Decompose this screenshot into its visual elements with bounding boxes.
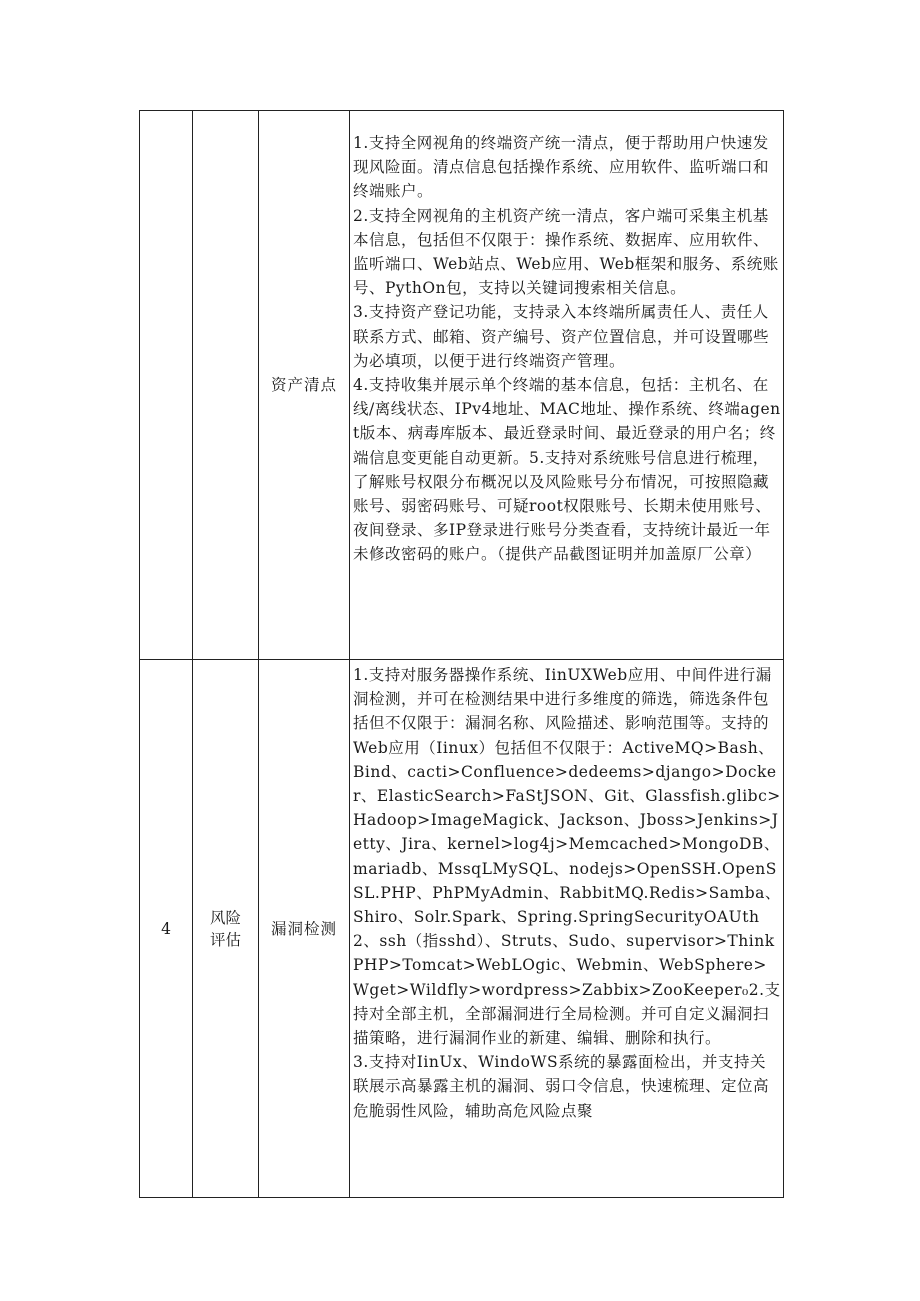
description-paragraph: 4.支持收集并展示单个终端的基本信息，包括：主机名、在线/离线状态、IPv4地址、MAC地址、操作系统、终端agent版本、病毒库版本、最近登录时间、最近登录的用户名；终端信息变更能自动更新。5.支持对系统账号信息进行梳理，了解账号权限分布概况以及风险账号分布情况，可按照隐藏账号、弱密码账号、可疑root权限账号、长期未使用账号、夜间登录、多IP登录进行账号分类查看，支持统计最近一年未修改密码的账户。（提供产品截图证明并加盖原厂公章）	[353, 376, 781, 564]
description-paragraph: 1.支持全网视角的终端资产统一清点，便于帮助用户快速发现风险面。清点信息包括操作系统、应用软件、监听端口和终端账户。	[353, 134, 770, 201]
category-label: 风险评估	[209, 908, 241, 949]
row-number-cell	[140, 660, 193, 1198]
category-cell	[193, 660, 259, 1198]
requirements-table	[139, 110, 784, 1198]
item-label: 漏洞检测	[270, 919, 337, 938]
description-paragraph: 2.支持全网视角的主机资产统一清点，客户端可采集主机基本信息，包括但不仅限于：操作系统、数据库、应用软件、监听端口、Web站点、Web应用、Web框架和服务、系统账号、PythOn包，支持以关键词搜索相关信息。	[353, 206, 779, 298]
description-cell	[350, 111, 784, 660]
item-cell	[259, 111, 350, 660]
description-paragraph: 1.支持对服务器操作系统、IinUXWeb应用、中间件进行漏洞检测，并可在检测结果中进行多维度的筛选，筛选条件包括但不仅限于：漏洞名称、风险描述、影响范围等。支持的Web应用（Iinux）包括但不仅限于：ActiveMQ>Bash、Bind、cacti>Confluence>dedeems>django>Docker、ElasticSearch>FaStJSON、Git、Glassfish.glibc>Hadoop>ImageMagick、Jackson、Jboss>Jenkins>Jetty、Jira、kernel>log4j>Memcached>MongoDB、mariadb、MssqLMySQL、nodejs>OpenSSH.OpenSSL.PHP、PhPMyAdmin、RabbitMQ.Redis>Samba、Shiro、Solr.Spark、Spring.SpringSecurityOAUth2、ssh（指sshd）、Struts、Sudo、supervisor>ThinkPHP>Tomcat>WebLOgic、Webmin、WebSphere>Wget>Wildfly>wordpress>Zabbix>ZooKeeper₀2.支持对全部主机，全部漏洞进行全局检测。并可自定义漏洞扫描策略，进行漏洞作业的新建、编辑、删除和执行。	[353, 666, 781, 1048]
category-cell	[193, 111, 259, 660]
description-paragraph: 3.支持资产登记功能，支持录入本终端所属责任人、责任人联系方式、邮箱、资产编号、资产位置信息，并可设置哪些为必填项，以便于进行终端资产管理。	[353, 303, 770, 370]
item-cell	[259, 660, 350, 1198]
description-paragraph: 3.支持对IinUx、WindoWS系统的暴露面检出，并支持关联展示高暴露主机的漏洞、弱口令信息，快速梳理、定位高危脆弱性风险，辅助高危风险点聚	[353, 1053, 770, 1120]
row-number: 4	[161, 919, 171, 938]
table-row	[140, 111, 784, 660]
item-label: 资产清点	[270, 376, 337, 394]
table-row	[140, 660, 784, 1198]
row-number-cell	[140, 111, 193, 660]
description-cell	[350, 660, 784, 1198]
